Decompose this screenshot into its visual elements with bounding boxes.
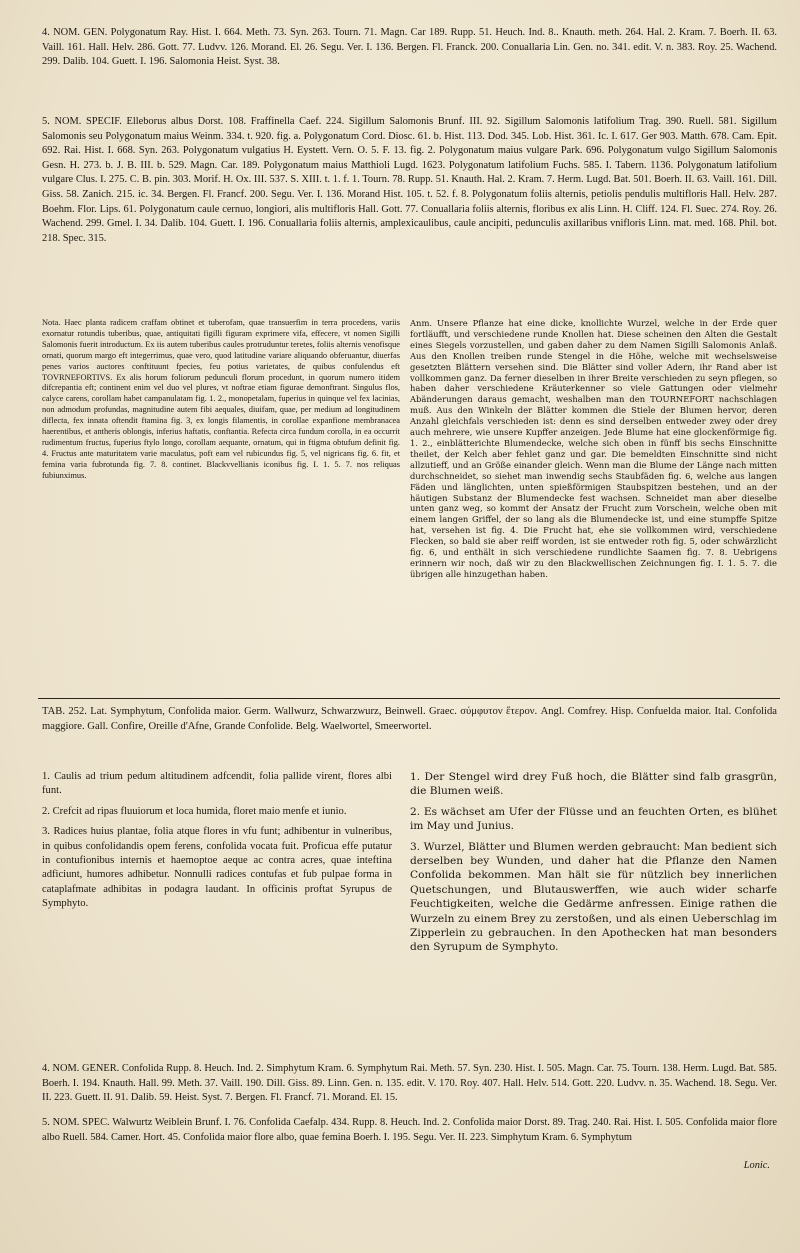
latin-item-3: 3. Radices huius plantae, folia atque flores in vfu funt; adhibentur in vulneribus, in quibus confolidandis opem ferens, confolida vocata fuit. Proficua effe putatur in contufionibus internis et haemoptoe aeque ac contra acres, quae inteftina adficiunt, humores adhibetur. Nonnulli radices contufas et fub pulpae forma in cataplafmate adhibitas in podagra laudant. In officinis proftat Syrupus de Symphyto. [42,826,392,910]
german-item-1: 1. Der Stengel wird drey Fuß hoch, die Blätter sind falb grasgrün, die Blumen weiß. [410,771,777,798]
plate-heading: TAB. 252. Lat. Symphytum, Confolida maior. Germ. Wallwurz, Schwarzwurz, Beinwell. Graec. σύμφυτον ἕτερον. Angl. Comfrey. Hisp. Confuelda maior. Ital. Confolida maggiore. Gall. Confire, Oreille d'Afne, Grande Confolide. Belg. Waelwortel, Smeerwortel. [42,706,777,732]
latin-item-1: 1. Caulis ad trium pedum altitudinem adfcendit, folia pallide virent, flores albi funt. [42,771,392,797]
latin-column [42,770,392,918]
symphytum-genus-names: 4. NOM. GENER. Confolida Rupp. 8. Heuch. Ind. 2. Simphytum Kram. 6. Symphytum Rai. Meth. 57. Syn. 230. Hist. I. 505. Magn. Car. 75. Tourn. 138. Herm. Lugd. Bat. 585. Boerh. I. 194. Knauth. Hall. 99. Meth. 37. Vaill. 190. Dill. Giss. 89. Linn. Gen. n. 135. edit. V. 170. Roy. 407. Hall. Helv. 514. Gott. 220. Ludvv. n. 35. Wachend. 18. Segu. Ver. II. 223. Guett. II. 91. Dalib. 59. Heist. Syst. 7. Bergen. Fl. Francf. 71. Morand. El. 15. [42,1063,777,1104]
german-item-3: 3. Wurzel, Blätter und Blumen werden gebraucht: Man bedient sich derselben bey Wunden, und daher hat die Pflanze den Namen Confolida bekommen. Man hält sie für nützlich bey innerlichen Quetschungen, und Blutauswerffen, wie auch wider scharfe Feuchtigkeiten, welche die Gedärme anfressen. Einige rathen die Wurzeln zu einem Brey zu zerstoßen, und als einen Ueberschlag im Zipperlein zu gebrauchen. In den Apothecken hat man besonders den Syrupum de Symphyto. [410,840,777,954]
catchword: Lonic. [743,1160,770,1171]
latin-note: Nota. Haec planta radicem craffam obtinet et tuberofam, quae transuerfim in terra procedens, variis exornatur rotundis tuberibus, quae, antiquitati figilli figuram exprimere vifa, effecere, vt nomen Sigilli Salomonis fuerit introductum. Ex iis autem tuberibus caules protruduntur teretes, foliis alternis venofisque ornati, quorum margo eft integerrimus, quae vero, quod latitudine variare aliquando obferuantur, diuerfas penes varios auctores conftituunt fpecies, feu potius varietates, de quibus confulendus eft TOVRNEFORTIVS. Ex alis horum foliorum pedunculi florum procedunt, in quorum numero itidem difcrepantia eft; continent enim vel duo vel plures, vt noftrae etiam figurae demonftrant. Singulus flos, calyce carens, corollam habet campanulatam fig. 1. 2., monopetalam, fuperius in quinque vel fex lacinias, non admodum profundas, magnitudine autem fibi aequales, diuifam, quae, per medium ad longitudinem diflecta, fex innata oftendit ftamina fig. 3, ex longis filamentis, in corollae expanfione membranacea haerentibus, et antheris oblongis, inferius haftatis, conftantia. Refecta circa fundum corolla, in ea occurrit rudimentum fructus, fuperius ftylo longo, corollam aequante, ornatum, qui in ftigma obtufum definit fig. 4. Fructus ante maturitatem varie maculatus, poft eam vel rubicundus fig. 5, vel nigricans fig. 6. fit, et femina varia fubrotunda fig. 7. 8. continet. Blackvvellianis iconibus fig. I. 1. 5. 7. nos reliquas fubiunximus. [42,318,400,480]
polygonatum-species-names: 5. NOM. SPECIF. Elleborus albus Dorst. 108. Fraffinella Caef. 224. Sigillum Salomonis Brunf. III. 92. Sigillum Salomonis latifolium Trag. 390. Ruell. 581. Sigillum Salomonis seu Polygonatum maius Weinm. 334. t. 920. fig. a. Polygonatum Cord. Diosc. 61. b. Hist. 113. Dod. 345. Lob. Hist. 361. Ic. I. 617. Ger 903. Matth. 678. Cam. Epit. 692. Rai. Hist. I. 668. Syn. 263. Polygonatum vulgatius H. Eystett. Vern. O. 5. F. 13. fig. 2. Polygonatum maius vulgare Park. 696. Polygonatum vulgo Sigillum Salomonis Gesn. H. 273. b. J. B. III. b. 529. Magn. Car. 189. Polygonatum maius Matthioli Lugd. 1623. Polygonatum latifolium Fuchs. 585. I. Tabern. 1136. Polygonatum latifolium vulgare Clus. I. 275. C. B. pin. 303. Morif. H. Ox. III. 537. S. XIII. t. 1. f. 1. Tourn. 78. Rupp. 51. Knauth. Hal. 2. Kram. 7. Herm. Lugd. Bat. 501. Boerh. II. 63. Vaill. 161. Dill. Giss. 58. Zanich. 215. ic. 34. Bergen. Fl. Francf. 200. Segu. Ver. I. 136. Morand Hist. 105. t. 52. f. 8. Polygonatum foliis alternis, petiolis pendulis multifloris Hall. Helv. 287. Boehm. Flor. Lips. 61. Polygonatum caule cernuo, longiori, alis multifloris Hall. Gott. 77. Conuallaria foliis alternis, floribus ex alis Linn. H. Cliff. 124. Fl. Suec. 274. Roy. 26. Wachend. 299. Gmel. I. 34. Dalib. 104. Guett. I. 196. Conuallaria foliis alternis, amplexicaulibus, caule ancipiti, pedunculis axillaribus vnifloris Linn. mat. med. 168. Phil. bot. 218. Spec. 315. [42,116,777,244]
section-divider [38,698,780,699]
german-note: Anm. Unsere Pflanze hat eine dicke, knollichte Wurzel, welche in der Erde quer fortläufft, und verschiedene runde Knollen hat. Diese scheinen den Alten die Gestalt eines Siegels vorzustellen, und gaben daher zu dem Namen Sigilli Salomonis Anlaß. Aus den Knollen treiben runde Stengel in die Höhe, welche mit wechselsweise gesetzten Blättern versehen sind. Die Blätter sind voller Adern, ihr Rand aber ist vollkommen ganz. Da ferner dieselben in ihrer Breite verschieden zu seyn pflegen, so haben daher verschiedene Kräuterkenner so viele Gattungen oder vielmehr Abänderungen daraus gemacht, weshalben man den TOURNEFORT nachschlagen muß. Aus den Winkeln der Blätter kommen die Stiele der Blumen hervor, deren Anzahl gleichfals verschieden ist: denn es sind derselben entweder zwey oder drey auch mehrere, wie unsere Kupffer anzeigen. Jede Blume hat eine glockenförmige fig. 1. 2., einblätterichte Blumendecke, welche sich oben in fünff bis sechs Einschnitte theilet, der Kelch aber fehlet ganz und gar. Die bemeldten Einschnitte sind nicht allzutieff, und an Größe einander gleich. Wenn man die Blume der Länge nach mitten durchschneidet, so siehet man inwendig sechs Staubfäden fig. 6, welche aus langen Fäden und länglichten, unten spießförmigen Staubspitzen bestehen, und an der häutigen Substanz der Blumendecke fest wachsen. Schneidet man aber dieselbe unten ganz weg, so kommt der Ansatz der Frucht zum Vorschein, welche oben mit einem langen Griffel, der so lang als die Blumendecke ist, und eine stumpffe Spitze hat, versehen ist fig. 4. Die Frucht hat, ehe sie vollkommen wird, verschiedene Flecken, so bald sie aber reiff worden, ist sie entweder roth fig. 5, oder schwärzlicht fig. 6, und enthält in sich verschiedene rundlichte Saamen fig. 7. 8. Uebrigens erinnern wir noch, daß wir zu den Blackwellischen Zeichnungen fig. I. 1. 5. 7. die übrigen alle hinzugethan haben. [410,318,777,579]
polygonatum-genus-names: 4. NOM. GEN. Polygonatum Ray. Hist. I. 664. Meth. 73. Syn. 263. Tourn. 71. Magn. Car 189. Rupp. 51. Heuch. Ind. 8.. Knauth. meth. 264. Hal. 2. Kram. 7. Boerh. II. 63. Vaill. 161. Hall. Helv. 286. Gott. 77. Ludvv. 126. Morand. El. 26. Segu. Ver. I. 136. Bergen. Fl. Franck. 200. Conuallaria Lin. Gen. no. 341. edit. V. n. 383. Roy. 25. Wachend. 299. Dalib. 104. Guett. I. 196. Salomonia Heist. Syst. 38. [42,27,777,68]
latin-item-2: 2. Crefcit ad ripas fluuiorum et loca humida, floret maio menfe et iunio. [42,805,347,817]
symphytum-species-names: 5. NOM. SPEC. Walwurtz Weiblein Brunf. I. 76. Confolida Caefalp. 434. Rupp. 8. Heuch. Ind. 2. Confolida maior Dorst. 89. Trag. 240. Rai. Hist. I. 505. Confolida maior flore albo Ruell. 584. Camer. Hort. 45. Confolida maior flore albo, quae femina Boerh. I. 195. Segu. Ver. II. 223. Simphytum Kram. 6. Symphytum [42,1117,777,1143]
german-item-2: 2. Es wächset am Ufer der Flüsse und an feuchten Orten, es blühet im May und Junius. [410,805,777,833]
german-column [410,770,777,961]
